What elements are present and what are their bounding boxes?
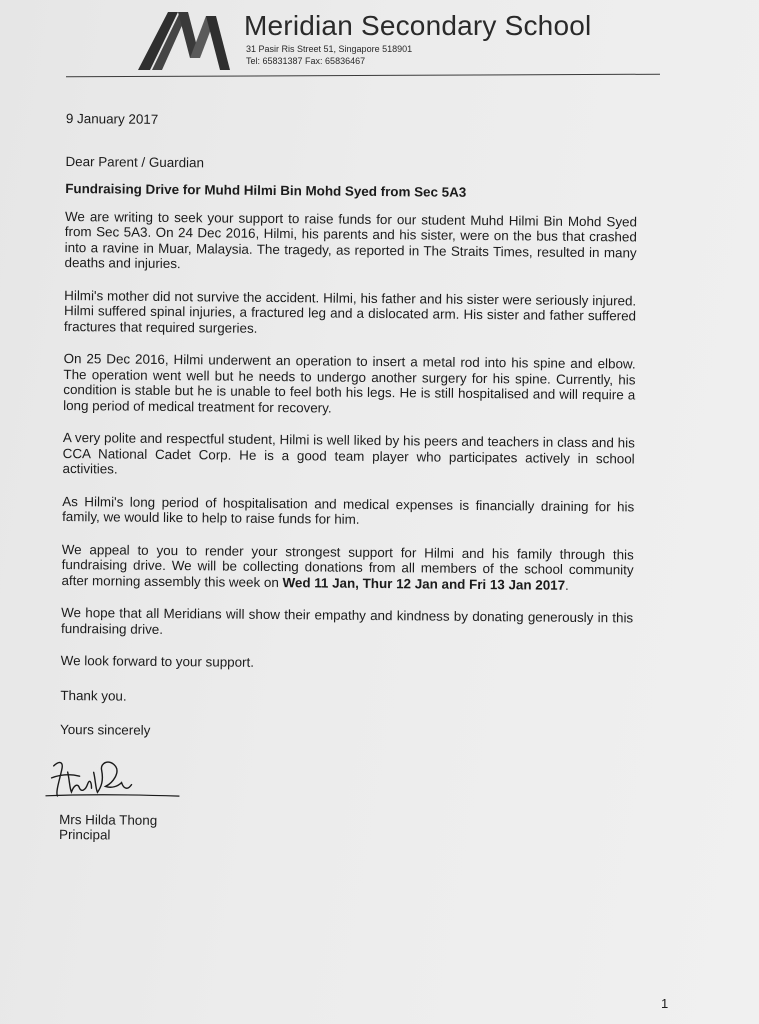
thanks-line: Thank you. xyxy=(60,687,127,704)
paragraph: Hilmi's mother did not survive the accident. Hilmi, his father and his sister were seriously injured. Hilmi suffered spinal injuries, a fractured leg and a dislocated arm. His sister and father suffered fractures that required surgeries. xyxy=(63,287,637,336)
letter-body xyxy=(59,111,638,848)
letter-subject: Fundraising Drive for Muhd Hilmi Bin Mohd Syed from Sec 5A3 xyxy=(65,180,467,200)
school-address: 31 Pasir Ris Street 51, Singapore 518901 xyxy=(246,44,413,54)
salutation: Dear Parent / Guardian xyxy=(65,153,205,170)
hope-paragraph: We hope that all Meridians will show their empathy and kindness by donating generously in this fundraising drive. xyxy=(60,604,634,637)
signature-icon xyxy=(45,751,196,808)
paragraph: On 25 Dec 2016, Hilmi underwent an operation to insert a metal rod into his spine and elbow. The operation went well but he needs to undergo another surgery for his spine. Currently, his condition is stable but he is unable to feel both his legs. He is still hospitalised and will require a long period of medical treatment for recovery. xyxy=(63,350,636,416)
look-forward-line: We look forward to your support. xyxy=(60,652,255,670)
signatory-title: Principal xyxy=(58,826,111,843)
paragraph: As Hilmi's long period of hospitalisation and medical expenses is financially draining for his family, we would like to help to raise funds for him. xyxy=(62,493,635,527)
letter-date: 9 January 2017 xyxy=(65,111,159,127)
letterhead-divider xyxy=(66,74,660,78)
signatory-name: Mrs Hilda Thong xyxy=(59,811,158,828)
paragraph: We are writing to seek your support to raise funds for our student Muhd Hilmi Bin Mohd Syed from Sec 5A3. On 24 Dec 2016, Hilmi, his parents and his sister, were on the bus that crashed into a ravine in Muar, Malaysia. The tragedy, as reported in The Straits Times, resulted in many deaths and injuries. xyxy=(64,208,638,272)
paragraph: A very polite and respectful student, Hilmi is well liked by his peers and teachers in class and his CCA National Cadet Corp. He is a good team player who participates actively in school activities. xyxy=(62,429,635,477)
appeal-end: . xyxy=(565,577,569,593)
closing-line: Yours sincerely xyxy=(59,721,151,738)
appeal-text: We appeal to you to render your strongest support for Hilmi and his family through this fundraising drive. We will be collecting donations from all members of the school community after morning assembly this week on xyxy=(61,541,634,590)
appeal-paragraph xyxy=(61,541,633,593)
page-number: 1 xyxy=(661,996,669,1011)
school-contact: Tel: 65831387 Fax: 65836467 xyxy=(246,56,366,66)
school-logo-icon xyxy=(138,8,230,70)
collection-dates: Wed 11 Jan, Thur 12 Jan and Fri 13 Jan 2017 xyxy=(282,574,566,593)
school-name: Meridian Secondary School xyxy=(244,10,592,41)
